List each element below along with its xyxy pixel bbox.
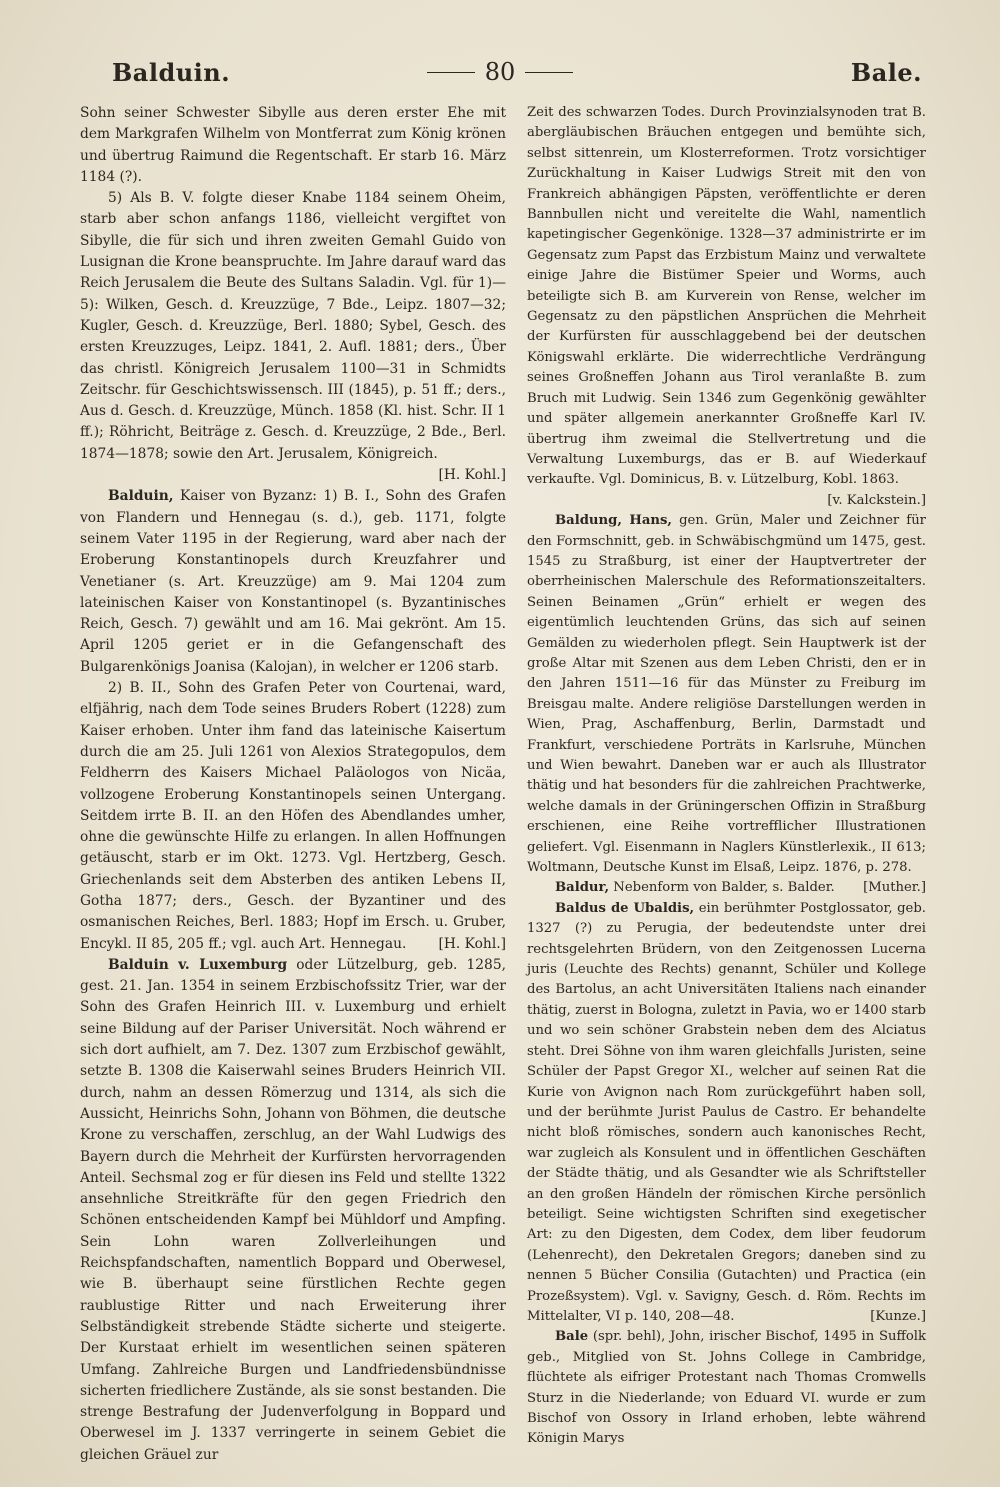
author-signature: [H. Kohl.] [438, 935, 506, 952]
paragraph-text: gen. Grün, Maler und Zeichner für den Formschnitt, geb. in Schwäbischgmünd um 1475, gest. 1545 zu Straßburg, ist einer der Hauptvertreter der oberrheinischen Malerschule des Reformationszeitalters. Seinen Beinamen „Grün“ erhielt er wegen des eigentümlich leuchtenden Grüns, das sich auf seinen Gemälden zu wiederholen pflegt. Sein Hauptwerk ist der große Altar mit Szenen aus dem Leben Christi, den er in den Jahren 1511—16 für das Münster zu Freiburg im Breisgau malte. Andere religiöse Darstellungen werden in Wien, Prag, Aschaffenburg, Berlin, Darmstadt und Frankfurt, verschiedene Porträts in Karlsruhe, München und Wien bewahrt. Daneben war er auch als Illustrator thätig und hat besonders für die zahlreichen Prachtwerke, welche damals in der Grüningerschen Offizin in Straßburg erschienen, eine Reihe vortrefflicher Illustrationen geliefert. Vgl. Eisenmann in Naglers Künstlerlexik., II 613; Woltmann, Deutsche Kunst im Elsaß, Leipz. 1876, p. 278. [527, 513, 926, 876]
paragraph-text: Zeit des schwarzen Todes. Durch Provinzialsynoden trat B. abergläubischen Bräuchen entgegen und bemühte sich, selbst sittenrein, um Klosterreformen. Trotz vorsichtiger Zurückhaltung in Kaiser Ludwigs Streit mit den von Frankreich abhängigen Päpsten, veröffentlichte er deren Bannbullen nicht und vereitelte die Wahl, namentlich kapetingischer Gegenkönige. 1328—37 administrirte er im Gegensatz zum Papst das Erzbistum Mainz und verwaltete einige Jahre die Bistümer Speier und Worms, auch beteiligte sich B. am Kurverein von Rense, welcher im Gegensatz zu den päpstlichen Ansprüchen die Mehrheit der Kurfürsten für ausschlaggebend bei der deutschen Königswahl erklärte. Die widerrechtliche Verdrängung seines Großneffen Johann aus Tirol veranlaßte B. zum Bruch mit Ludwig. Sein 1346 zum Gegenkönig gewählter und später allgemein anerkannter Großneffe Karl IV. übertrug ihm zweimal die Stellvertretung und die Verwaltung Luxemburgs, das er B. auf Wiederkauf verkaufte. Vgl. Dominicus, B. v. Lützelburg, Kobl. 1863. [527, 105, 926, 488]
page-number: 80 [484, 58, 516, 86]
paragraph [80, 486, 506, 678]
paragraph-text: oder Lützelburg, geb. 1285, gest. 21. Jan. 1354 in seinem Erzbischofssitz Trier, war der Sohn des Grafen Heinrich III. v. Luxemburg und erhielt seine Bildung auf der Pariser Universität. Noch während er sich dort aufhielt, am 7. Dez. 1307 zum Erzbischof gewählt, setzte B. 1308 die Kaiserwahl seines Bruders Heinrich VII. durch, nahm an dessen Römerzug und 1314, als sich die Aussicht, Heinrichs Sohn, Johann von Böhmen, die deutsche Krone zu verschaffen, zerschlug, an der Wahl Ludwigs des Bayern durch die Mehrheit der Kurfürsten hervorragenden Anteil. Sechsmal zog er für diesen ins Feld und stellte 1322 ansehnliche Streitkräfte für den gegen Friedrich den Schönen entscheidenden Kampf bei Mühldorf und Ampfing. Sein Lohn waren Zollverleihungen und Reichspfandschaften, namentlich Boppard und Oberwesel, wie B. überhaupt seine fürstlichen Rechte gegen raublustige Ritter und nach Erweiterung ihrer Selbständigkeit strebende Städte sicherte und steigerte. Der Kurstaat erhielt im wesentlichen seinen späteren Umfang. Zahlreiche Burgen und Landfriedensbündnisse sicherten friedlichere Zustände, als sie sonst bestanden. Die strenge Bestrafung der Judenverfolgung in Boppard und Oberwesel im J. 1337 verringerte in seinem Gebiet die gleichen Gräuel zur [80, 956, 507, 1463]
entry-headword: Baldus de Ubaldis, [555, 900, 695, 916]
entry-headword: Baldung, Hans, [555, 513, 673, 529]
entry-headword: Baldur, [555, 880, 610, 896]
author-signature: [Kunze.] [870, 1308, 926, 1324]
right-column [527, 103, 926, 1450]
entry-headword: Balduin, [108, 488, 174, 505]
paragraph-text: Kaiser von Byzanz: 1) B. I., Sohn des Grafen von Flandern und Hennegau (s. d.), geb. 1171, folgte seinem Vater 1195 in der Regierung, ward aber nach der Eroberung Konstantinopels durch Kreuzfahrer und Venetianer (s. Art. Kreuzzüge) am 9. Mai 1204 zum lateinischen Kaiser von Konstantinopel (s. Byzantinisches Reich, Gesch. 7) gewählt und am 16. Mai gekrönt. Am 15. April 1205 geriet er in die Gefangenschaft des Bulgarenkönigs Joanisa (Kalojan), in welcher er 1206 starb. [80, 488, 506, 675]
paragraph-text: ein berühmter Postglossator, geb. 1327 (?) zu Perugia, der bedeutendste unter drei rechtsgelehrten Brüdern, von den Zeitgenossen Lucerna juris (Leuchte des Rechts) genannt, Schüler und Kollege des Bartolus, an acht Universitäten Italiens nach einander thätig, zuerst in Bologna, zuletzt in Pavia, wo er 1400 starb und wo sein schöner Grabstein neben dem des Alciatus steht. Drei Söhne von ihm waren gleichfalls Juristen, seine Schüler der Papst Gregor XI., welcher auf seinen Rat die Kurie von Avignon nach Rom zurückgeführt haben soll, und der berühmte Jurist Paulus de Castro. Er behandelte nicht bloß römisches, sondern auch kanonisches Recht, war zugleich als Konsulent und in öffentlichen Geschäften der Städte thätig, und als Gesandter wie als Schriftsteller an den großen Händeln der römischen Kirche persönlich beteiligt. Seine wichtigsten Schriften sind exegetischer Art: zu den Digesten, dem Codex, dem liber feudorum (Lehenrecht), den Dekretalen Gregors; daneben sind zu nennen 5 Bücher Consilia (Gutachten) und Practica (ein Prozeßsystem). Vgl. v. Savigny, Gesch. d. Röm. Rechts im Mittelalter, VI p. 140, 208—48. [527, 900, 926, 1324]
paragraph [80, 188, 506, 486]
header-rule-left [427, 72, 475, 73]
page-number-block [415, 58, 585, 86]
author-signature: [Muther.] [863, 880, 926, 896]
page-header [0, 58, 1000, 98]
paragraph [527, 511, 926, 878]
author-signature: [v. Kalckstein.] [827, 492, 926, 508]
running-head-right: Bale. [850, 58, 922, 87]
left-column [80, 103, 506, 1466]
paragraph [80, 955, 506, 1466]
paragraph-text: 5) Als B. V. folgte dieser Knabe 1184 seinem Oheim, starb aber schon anfangs 1186, vielleicht vergiftet von Sibylle, die für sich und ihren zweiten Gemahl Guido von Lusignan die Krone beanspruchte. Im Jahre darauf ward das Reich Jerusalem die Beute des Sultans Saladin. Vgl. für 1)—5): Wilken, Gesch. d. Kreuzzüge, 7 Bde., Leipz. 1807—32; Kugler, Gesch. d. Kreuzzüge, Berl. 1880; Sybel, Gesch. des ersten Kreuzzuges, Leipz. 1841, 2. Aufl. 1881; ders., Über das christl. Königreich Jerusalem 1100—31 in Schmidts Zeitschr. für Geschichtswissensch. III (1845), p. 51 ff.; ders., Aus d. Gesch. d. Kreuzzüge, Münch. 1858 (Kl. hist. Schr. II 1 ff.); Röhricht, Beiträge z. Gesch. d. Kreuzzüge, 2 Bde., Berl. 1874—1878; sowie den Art. Jerusalem, Königreich. [80, 190, 506, 462]
entry-headword: Bale [555, 1329, 589, 1345]
paragraph-text: 2) B. II., Sohn des Grafen Peter von Courtenai, ward, elfjährig, nach dem Tode seines Bruders Robert (1228) zum Kaiser erhoben. Unter ihm fand das lateinische Kaisertum durch die am 25. Juli 1261 von Alexios Strategopulos, dem Feldherrn des Kaisers Michael Paläologos von Nicäa, vollzogene Eroberung Konstantinopels seinen Untergang. Seitdem irrte B. II. an den Höfen des Abendlandes umher, ohne die gewünschte Hilfe zu erlangen. In allen Hoffnungen getäuscht, starb er im Okt. 1273. Vgl. Hertzberg, Gesch. Griechenlands seit dem Absterben des antiken Lebens II, Gotha 1877; ders., Gesch. der Byzantiner und des osmanischen Reiches, Berl. 1883; Hopf im Ersch. u. Gruber, Encykl. II 85, 205 ff.; vgl. auch Art. Hennegau. [80, 680, 506, 952]
paragraph-text: Sohn seiner Schwester Sibylle aus deren erster Ehe mit dem Markgrafen Wilhelm von Montferrat zum König krönen und übertrug Raimund die Regentschaft. Er starb 16. März 1184 (?). [80, 105, 506, 185]
paragraph [80, 103, 506, 188]
paragraph [80, 678, 506, 955]
paragraph [527, 1327, 926, 1449]
running-head-left: Balduin. [112, 58, 231, 87]
author-signature: [H. Kohl.] [438, 467, 506, 484]
paragraph-text: Nebenform von Balder, s. Balder. [609, 880, 835, 896]
entry-headword: Balduin v. Luxemburg [108, 956, 288, 973]
header-rule-right [525, 72, 573, 73]
paragraph-text: (spr. behl), John, irischer Bischof, 1495 in Suffolk geb., Mitglied von St. Johns College in Cambridge, flüchtete als eifriger Protestant nach Thomas Cromwells Sturz in die Niederlande; von Eduard VI. wurde er zum Bischof von Ossory in Irland erhoben, lebte während Königin Marys [527, 1329, 926, 1447]
paragraph [527, 878, 926, 898]
paragraph [527, 899, 926, 1328]
paragraph [527, 103, 926, 511]
